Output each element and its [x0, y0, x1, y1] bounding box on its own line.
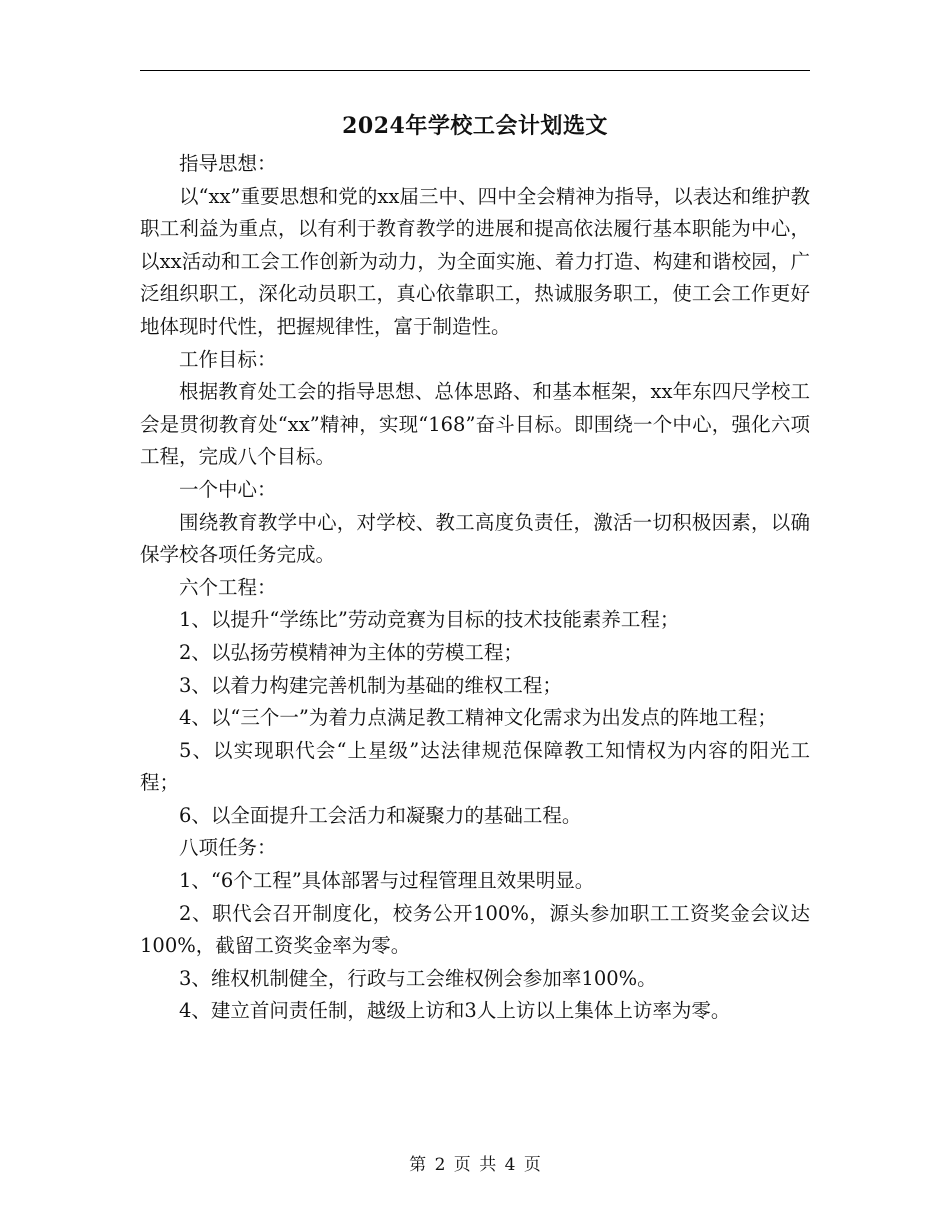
list-item: 4、以“三个一”为着力点满足教工精神文化需求为出发点的阵地工程；: [179, 706, 777, 730]
heading-eight-tasks: 八项任务：: [179, 836, 277, 860]
list-item: 3、维权机制健全，行政与工会维权例会参加率100%。: [179, 966, 657, 990]
heading-work-goals: 工作目标：: [179, 347, 277, 371]
paragraph-guiding-ideology: 以“xx”重要思想和党的xx届三中、四中全会精神为指导，以表达和维护教职工利益为重点，以有利于教育教学的进展和提高依法履行基本职能为中心，以xx活动和工会工作创新为动力，为全面实施、着力打造、构建和谐校园，广泛组织职工，深化动员职工，真心依靠职工，热诚服务职工，使工会工作更好地体现时代性，把握规律性，富于制造性。: [140, 184, 810, 338]
list-item: 1、“6个工程”具体部署与过程管理且效果明显。: [179, 869, 595, 893]
list-item: 1、以提升“学练比”劳动竞赛为目标的技术技能素养工程；: [179, 608, 680, 632]
document-title: 2024年学校工会计划选文: [342, 113, 608, 139]
list-item: 3、以着力构建完善机制为基础的维权工程；: [179, 673, 562, 697]
list-item: 5、以实现职代会“上星级”达法律规范保障教工知情权为内容的阳光工程；: [140, 738, 810, 795]
list-item: 4、建立首问责任制，越级上访和3人上访以上集体上访率为零。: [179, 999, 731, 1023]
list-item: 2、职代会召开制度化，校务公开100%，源头参加职工工资奖金会议达100%，截留工资奖金率为零。: [140, 901, 810, 958]
list-item: 6、以全面提升工会活力和凝聚力的基础工程。: [179, 803, 582, 827]
heading-six-projects: 六个工程：: [179, 575, 277, 599]
document-body: [140, 148, 810, 1028]
heading-one-center: 一个中心：: [179, 477, 277, 501]
page-number-footer: 第 2 页 共 4 页: [409, 1155, 541, 1175]
paragraph-work-goals: 根据教育处工会的指导思想、总体思路、和基本框架，xx年东四尺学校工会是贯彻教育处“xx”精神，实现“168”奋斗目标。即围绕一个中心，强化六项工程，完成八个目标。: [140, 380, 810, 469]
paragraph-one-center: 围绕教育教学中心，对学校、教工高度负责任，激活一切积极因素，以确保学校各项任务完成。: [140, 510, 810, 567]
list-item: 2、以弘扬劳模精神为主体的劳模工程；: [179, 640, 523, 664]
heading-guiding-ideology: 指导思想：: [179, 152, 277, 175]
header-rule: [140, 70, 810, 71]
